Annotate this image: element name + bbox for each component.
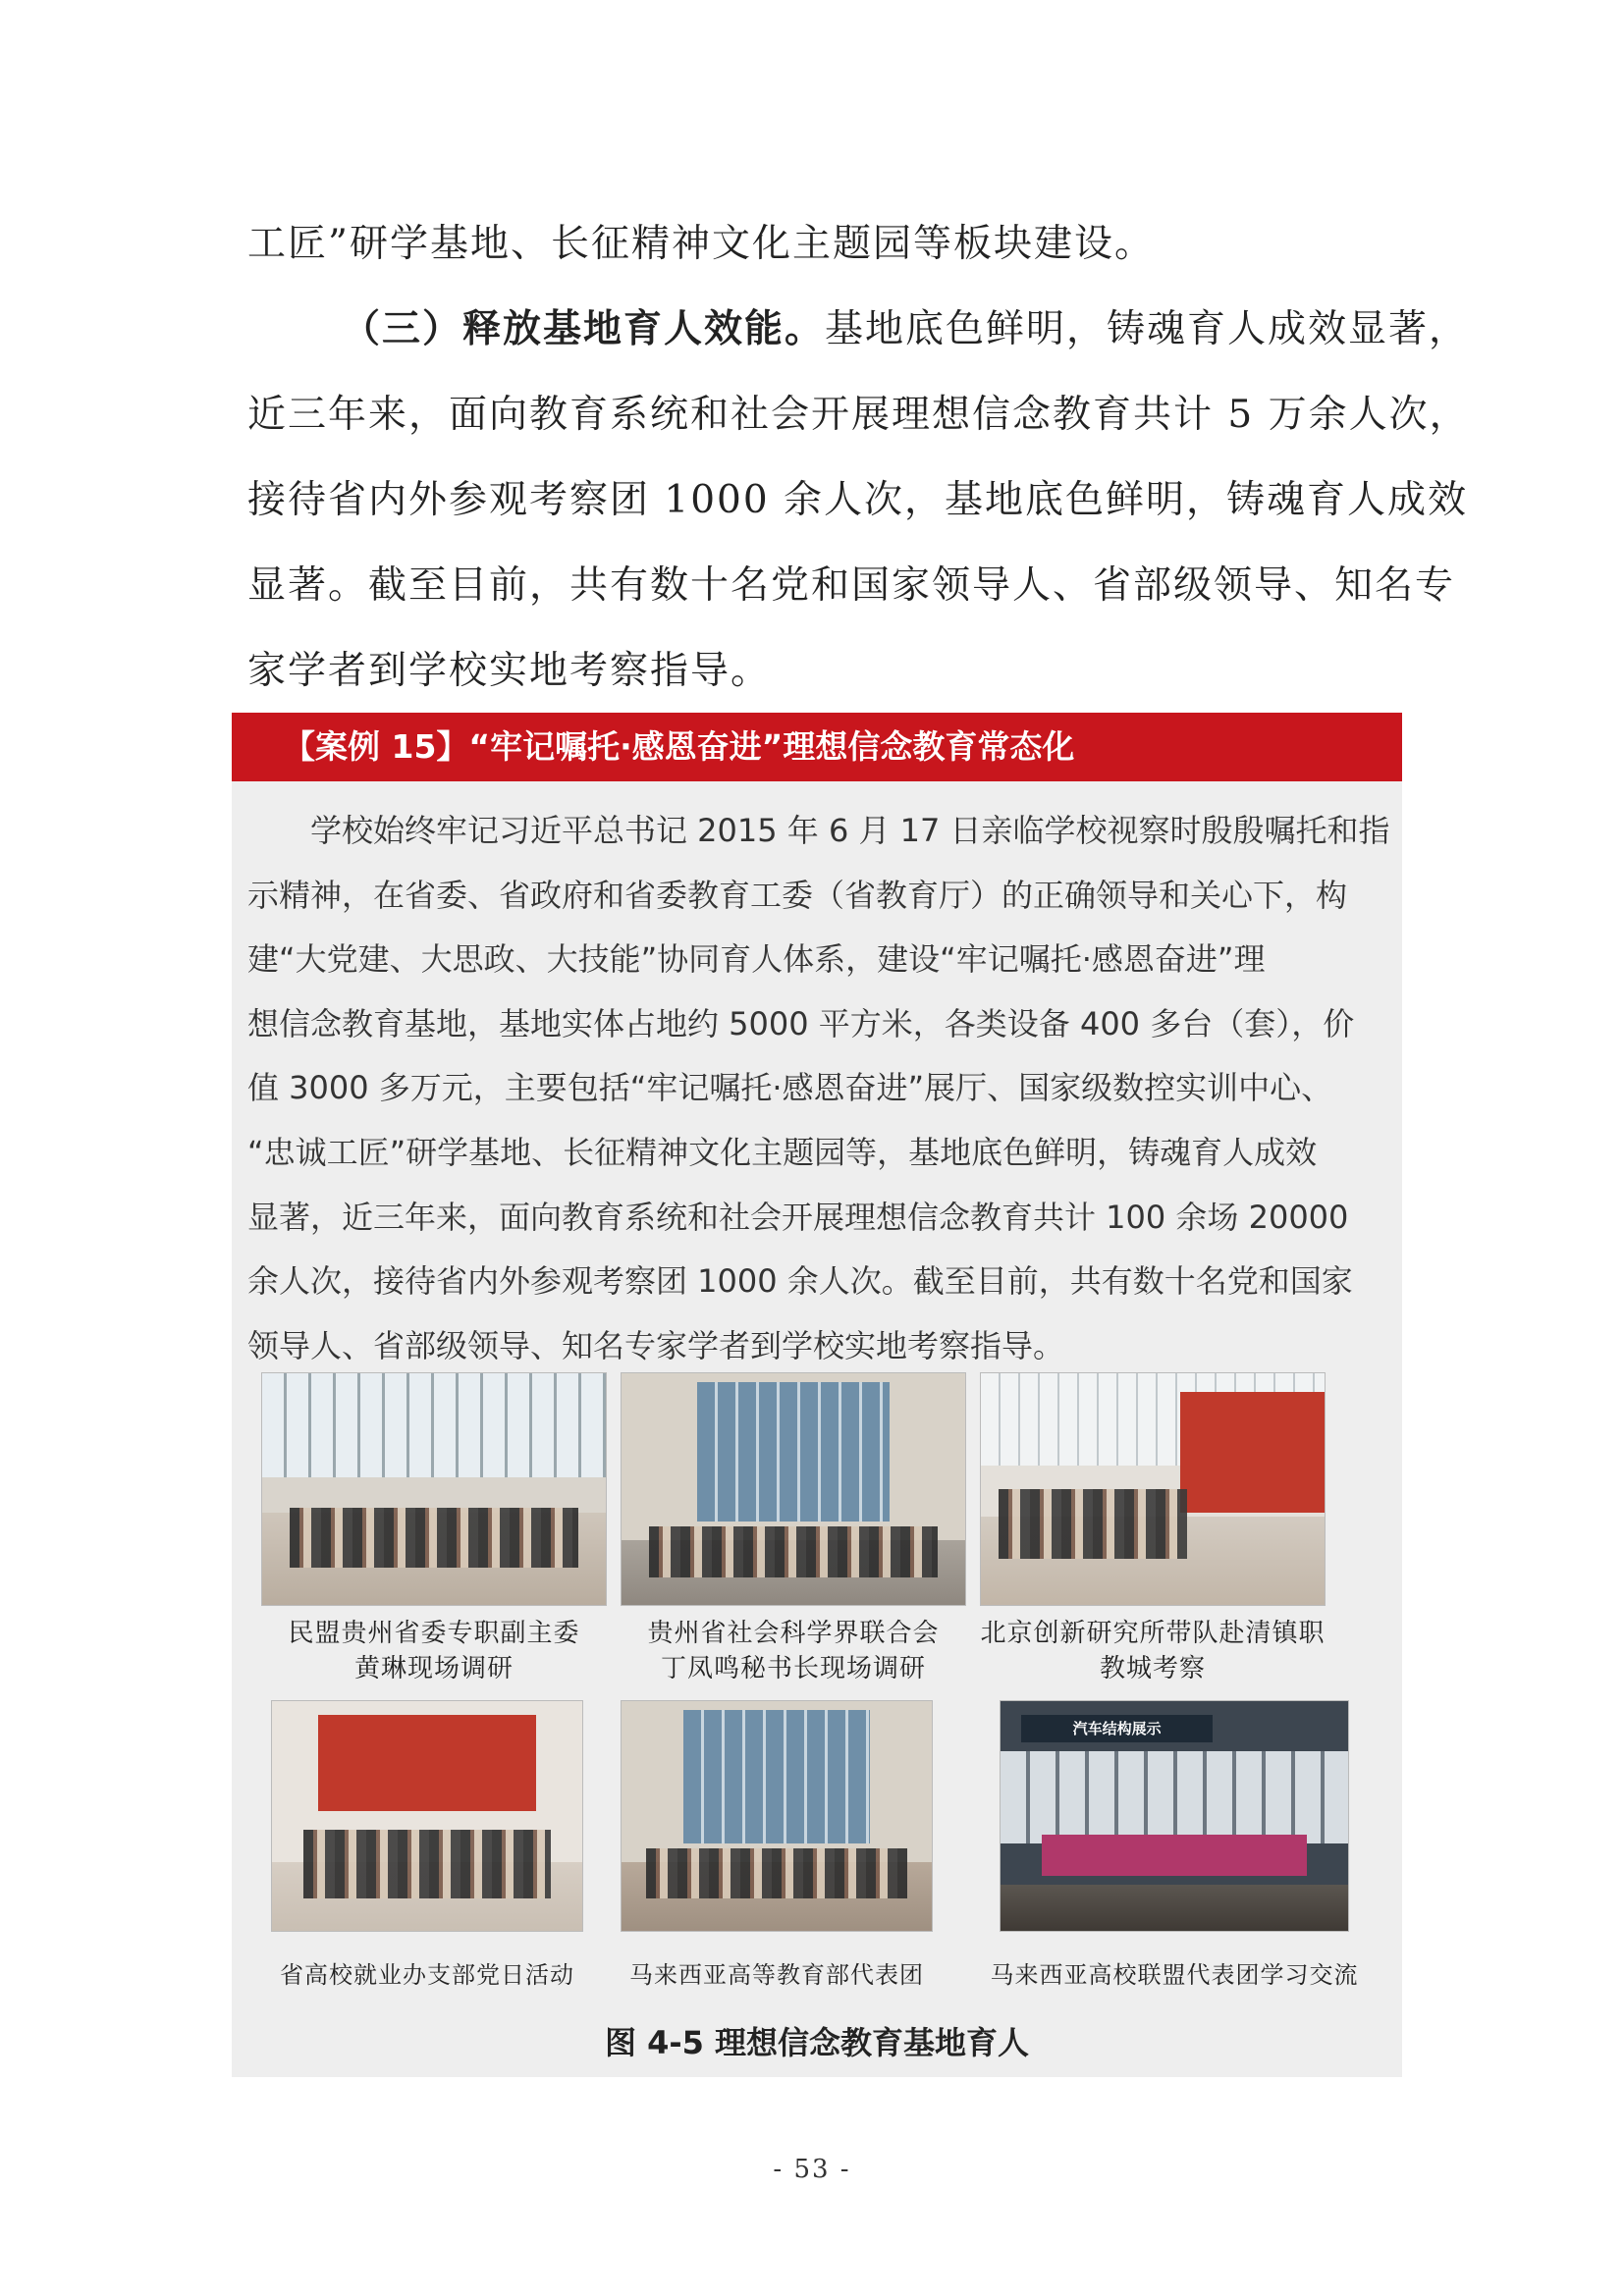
caption-line: 贵州省社会科学界联合会 xyxy=(647,1619,940,1648)
photo-visit-hall-1 xyxy=(261,1372,607,1606)
section-3-paragraph xyxy=(247,287,1470,714)
text-line: 学校始终牢记习近平总书记 2015 年 6 月 17 日亲临学校视察时殷殷嘱托和指 xyxy=(247,812,1390,849)
text-line: 接待省内外参观考察团 1000 余人次，基地底色鲜明，铸魂育人成效 xyxy=(247,478,1469,522)
case-study-box xyxy=(232,713,1402,2077)
text-line: 近三年来，面向教育系统和社会开展理想信念教育共计 5 万余人次， xyxy=(247,393,1470,437)
photo-caption xyxy=(247,1616,621,1686)
photo-caption xyxy=(607,1616,980,1686)
text-span: 基地底色鲜明，铸魂育人成效显著， xyxy=(825,307,1470,351)
photo-caption xyxy=(968,1957,1380,1993)
caption-line: 马来西亚高等教育部代表团 xyxy=(629,1961,924,1989)
caption-line: 教城考察 xyxy=(1099,1654,1206,1683)
caption-line: 民盟贵州省委专职副主委 xyxy=(288,1619,580,1648)
photo-caption xyxy=(966,1616,1339,1686)
photo-party-day-activity xyxy=(271,1700,583,1932)
text-line: 家学者到学校实地考察指导。 xyxy=(247,649,772,693)
text-line: 余人次，接待省内外参观考察团 1000 余人次。截至目前，共有数十名党和国家 xyxy=(247,1262,1353,1301)
photo-caption xyxy=(597,1957,956,1993)
figure-title: 图 4-5 理想信念教育基地育人 xyxy=(604,2024,1030,2061)
page-number: - 53 - xyxy=(773,2155,851,2184)
caption-line: 丁凤鸣秘书长现场调研 xyxy=(660,1654,926,1683)
sign-text: 汽车结构展示 xyxy=(1021,1715,1213,1742)
photo-building-group-2 xyxy=(621,1700,933,1932)
text-line: 领导人、省部级领导、知名专家学者到学校实地考察指导。 xyxy=(247,1326,1065,1364)
photo-caption xyxy=(247,1957,607,1993)
caption-line: 北京创新研究所带队赴清镇职 xyxy=(980,1619,1326,1648)
intro-paragraph xyxy=(247,201,1386,287)
text-line: 想信念教育基地，基地实体占地约 5000 平方米，各类设备 400 多台（套），价 xyxy=(247,1004,1355,1042)
text-line: “忠诚工匠”研学基地、长征精神文化主题园等，基地底色鲜明，铸魂育人成效 xyxy=(247,1133,1318,1171)
photo-auto-exhibition xyxy=(1000,1700,1349,1932)
caption-line: 马来西亚高校联盟代表团学习交流 xyxy=(990,1961,1359,1989)
text-line: 示精神，在省委、省政府和省委教育工委（省教育厅）的正确领导和关心下，构 xyxy=(247,876,1348,914)
case-body xyxy=(247,799,1390,1378)
text-line: 显著。截至目前，共有数十名党和国家领导人、省部级领导、知名专 xyxy=(247,563,1456,608)
photo-exhibition-hall xyxy=(980,1372,1326,1606)
text-line: 工匠”研学基地、长征精神文化主题园等板块建设。 xyxy=(247,222,1155,266)
text-line: 显著，近三年来，面向教育系统和社会开展理想信念教育共计 100 余场 20000 xyxy=(247,1198,1349,1236)
text-line: 建“大党建、大思政、大技能”协同育人体系，建设“牢记嘱托·感恩奋进”理 xyxy=(247,940,1266,979)
photo-building-group-1 xyxy=(621,1372,966,1606)
caption-line: 黄琳现场调研 xyxy=(353,1654,514,1683)
caption-line: 省高校就业办支部党日活动 xyxy=(280,1961,574,1989)
section-3-heading: （三）释放基地育人效能。 xyxy=(342,306,826,351)
text-line: 值 3000 多万元，主要包括“牢记嘱托·感恩奋进”展厅、国家级数控实训中心、 xyxy=(247,1069,1333,1107)
case-header: 【案例 15】“牢记嘱托·感恩奋进”理想信念教育常态化 xyxy=(232,713,1402,781)
